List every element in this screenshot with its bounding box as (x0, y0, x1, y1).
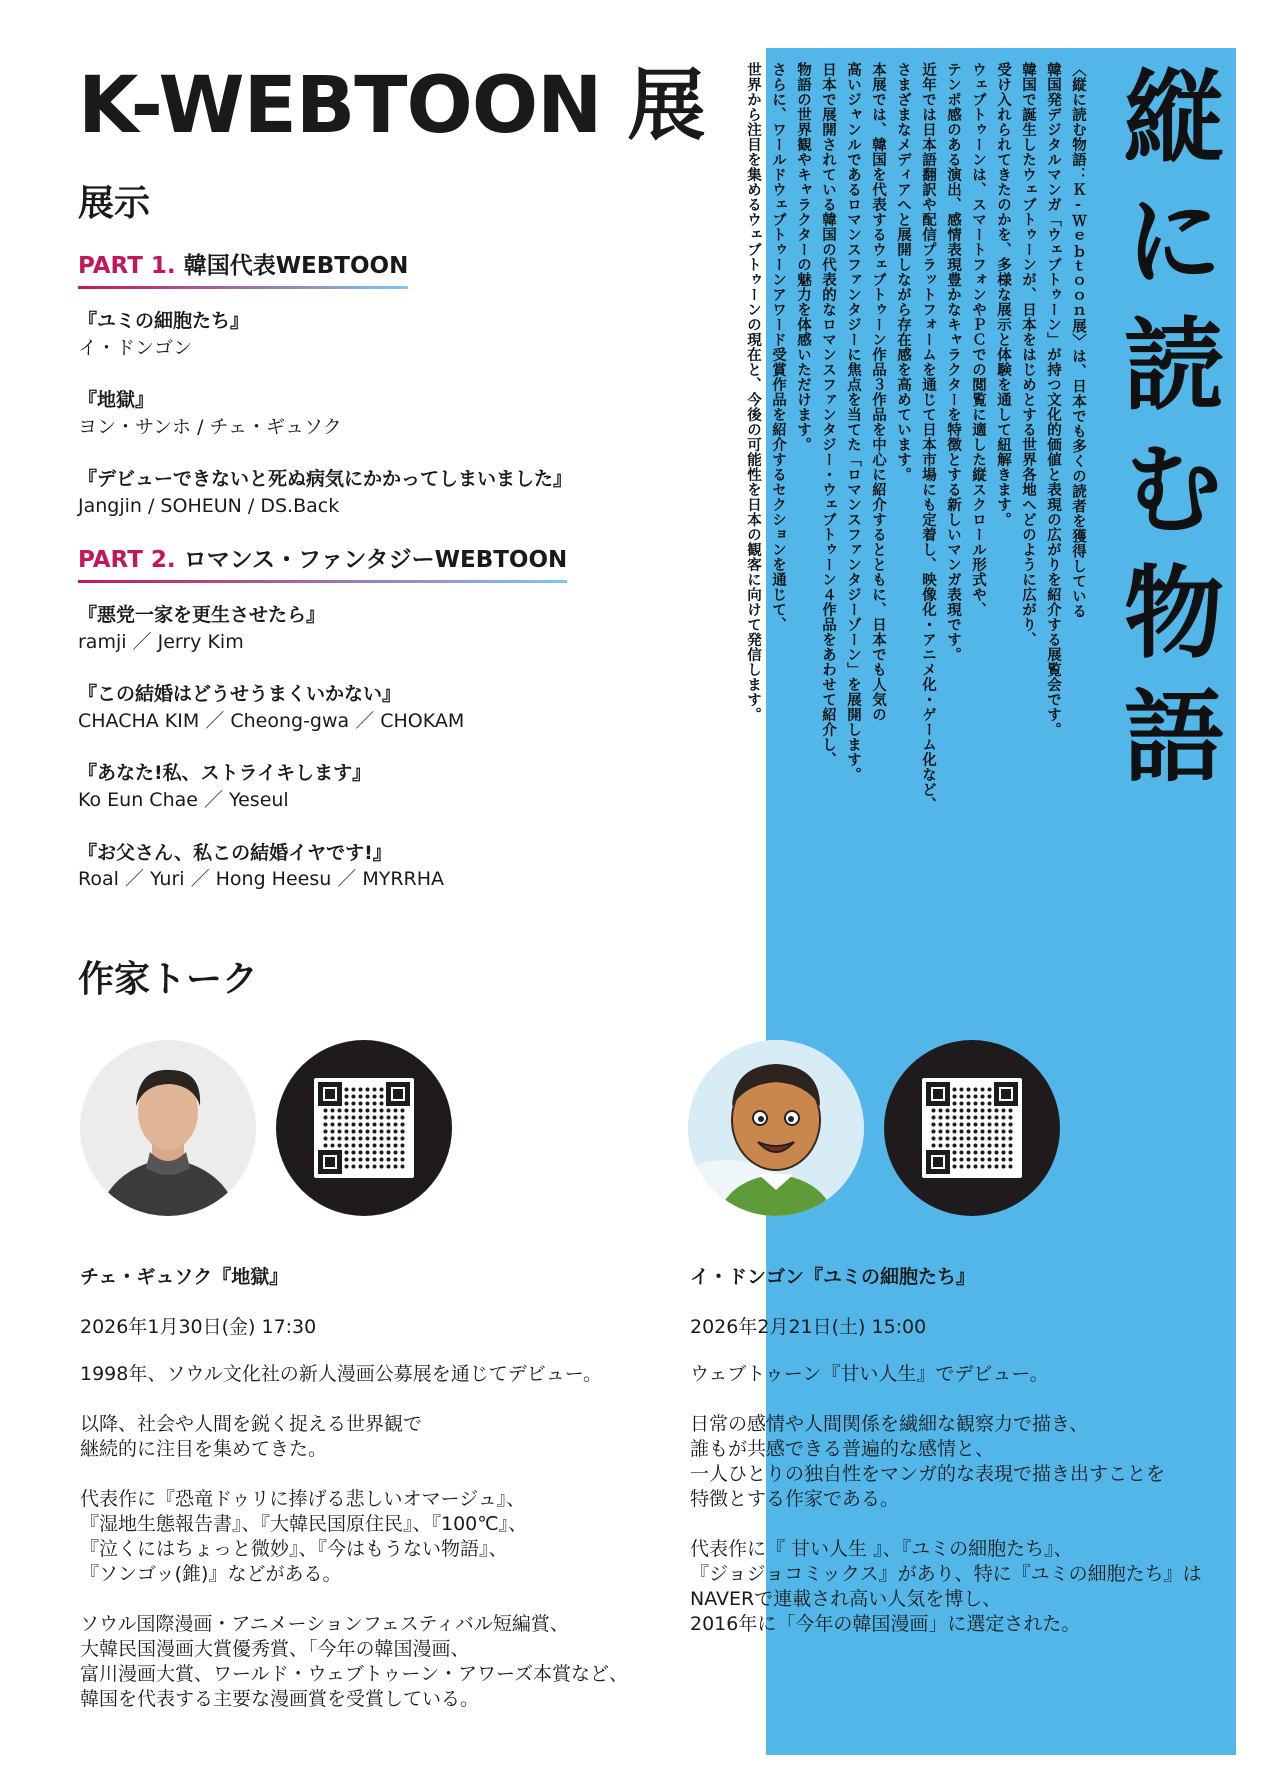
list-item (78, 602, 738, 655)
part1-number: PART 1. (78, 253, 176, 279)
bio-paragraph: 代表作に『恐竜ドゥリに捧げる悲しいオマージュ』、 『湿地生態報告書』、『大韓民国原住民』、『100℃』、 『泣くにはちょっと微妙』、『今はもうない物語』、 『ソンゴッ(錐)』などがある。 (80, 1488, 528, 1585)
intro-line: 近年では日本語翻訳や配信プラットフォームを通じて日本市場にも定着し、映像化・アニメ化・ゲーム化など、 (920, 62, 936, 812)
work-title: 『ユミの細胞たち』 (78, 310, 250, 332)
part2-label: ロマンス・ファンタジーWEBTOON (183, 547, 568, 573)
speaker1-bio (80, 1362, 640, 1737)
exhibit-heading: 展示 (78, 183, 151, 224)
qr-code-icon[interactable] (922, 1078, 1022, 1178)
vertical-title: 縦に読む物語 (1107, 64, 1224, 808)
speaker2-bio (690, 1362, 1250, 1662)
talk-heading: 作家トーク (78, 959, 259, 1000)
intro-line: 本展では、韓国を代表するウェブトゥーン作品３作品を中心に紹介するとともに、日本でも人気の (870, 62, 886, 722)
intro-line: 〈縦に読む物語：Ｋ-Ｗｅｂｔｏｏｎ展〉は、日本でも多くの読者を獲得している (1070, 62, 1086, 619)
speaker2-qr-badge[interactable] (884, 1040, 1060, 1216)
bio-paragraph: 日常の感情や人間関係を繊細な観察力で描き、 誰もが共感できる普遍的な感情と、 一人ひとりの独自性をマンガ的な表現で描き出すことを 特徴とする作家である。 (690, 1413, 1166, 1510)
intro-line: 韓国で誕生したウェブトゥーンが、日本をはじめとする世界各地へどのように広がり、 (1020, 62, 1036, 647)
part1-work-list (78, 308, 738, 546)
bio-paragraph: 代表作に『 甘い人生 』、『ユミの細胞たち』、 『ジョジョコミックス』があり、特に『ユミの細胞たち』は NAVERで連載され高い人気を博し、 2016年に「今年の韓国漫画」に選定された。 (690, 1538, 1202, 1635)
work-title: 『デビューできないと死ぬ病気にかかってしまいました』 (78, 468, 573, 491)
work-authors: Roal ／ Yuri ／ Hong Heesu ／ MYRRHA (78, 868, 445, 891)
page-title: K-WEBTOON 展 (78, 61, 705, 151)
intro-line: 世界から注目を集めるウェブトゥーンの現在と、今後の可能性を日本の観客に向けて発信します。 (745, 62, 761, 722)
work-authors: ヨン・サンホ / チェ・ギュソク (78, 415, 342, 438)
speaker2-name: イ・ドンゴン『ユミの細胞たち』 (690, 1266, 976, 1288)
part2-work-list (78, 602, 738, 919)
intro-line: さらに、ワールドウェブトゥーンアワード受賞作品を紹介するセクションを通じて、 (770, 62, 786, 632)
list-item (78, 466, 738, 519)
list-item (78, 760, 738, 813)
part2-number: PART 2. (78, 547, 176, 573)
intro-line: 日本で展開されている韓国の代表的なロマンスファンタジー・ウェブトゥーン４作品をあわせて紹介し、 (820, 62, 836, 767)
work-authors: イ・ドンゴン (78, 336, 193, 359)
speaker1-name: チェ・ギュソク『地獄』 (80, 1266, 289, 1288)
part1-heading (78, 252, 408, 289)
speaker1-photo (80, 1040, 256, 1216)
bio-paragraph: ソウル国際漫画・アニメーションフェスティバル短編賞、 大韓民国漫画大賞優秀賞、「今年の韓国漫画、 富川漫画大賞、ワールド・ウェブトゥーン・アワーズ本賞など、 韓国を代表する主要な漫画賞を受賞している。 (80, 1613, 629, 1710)
speaker2-illustration (688, 1040, 864, 1216)
bio-paragraph: ウェブトゥーン『甘い人生』でデビュー。 (690, 1363, 1049, 1385)
list-item (78, 387, 738, 440)
bio-paragraph: 以降、社会や人間を鋭く捉える世界観で 継続的に注目を集めてきた。 (80, 1413, 423, 1460)
intro-vertical-text (745, 62, 1090, 832)
qr-code-icon[interactable] (314, 1078, 414, 1178)
list-item (78, 308, 738, 361)
work-authors: Ko Eun Chae ／ Yeseul (78, 788, 289, 811)
person-photo-icon (80, 1040, 256, 1216)
work-title: 『あなた!私、ストライキします』 (78, 762, 372, 785)
intro-line: 物語の世界観やキャラクターの魅力を体感いただけます。 (795, 62, 811, 452)
work-title: 『地獄』 (78, 389, 155, 412)
intro-line: さまざまなメディアへと展開しながら存在感を高めています。 (895, 62, 911, 482)
intro-line: 高いジャンルであるロマンスファンタジーに焦点を当てた「ロマンスファンタジーゾーン」を展開します。 (845, 62, 861, 782)
work-authors: CHACHA KIM ／ Cheong-gwa ／ CHOKAM (78, 709, 465, 732)
work-authors: ramji ／ Jerry Kim (78, 630, 244, 653)
work-title: 『この結婚はどうせうまくいかない』 (78, 683, 402, 706)
speaker2-date: 2026年2月21日(土) 15:00 (690, 1316, 927, 1338)
bio-paragraph: 1998年、ソウル文化社の新人漫画公募展を通じてデビュー。 (80, 1363, 603, 1385)
speaker1-qr-badge[interactable] (276, 1040, 452, 1216)
cartoon-avatar-icon (688, 1040, 864, 1216)
intro-line: 韓国発デジタルマンガ「ウェブトゥーン」が持つ文化的価値と表現の広がりを紹介する展覧会です。 (1045, 62, 1061, 737)
speaker1-date: 2026年1月30日(金) 17:30 (80, 1316, 317, 1338)
work-title: 『悪党一家を更生させたら』 (78, 604, 326, 626)
list-item (78, 840, 738, 893)
intro-line: テンポ感のある演出、感情表現豊かなキャラクターを特徴とする新しいマンガ表現です。 (945, 62, 961, 662)
intro-line: 受け入れられてきたのかを、多様な展示と体験を通して紐解きます。 (995, 62, 1011, 527)
part1-label: 韓国代表WEBTOON (183, 253, 409, 279)
intro-line: ウェブトゥーンは、スマートフォンやＰＣでの閲覧に適した縦スクロール形式や、 (970, 62, 986, 617)
work-authors: Jangjin / SOHEUN / DS.Back (78, 494, 340, 517)
part2-heading (78, 546, 567, 583)
list-item (78, 681, 738, 734)
work-title: 『お父さん、私この結婚イヤです!』 (78, 841, 392, 864)
